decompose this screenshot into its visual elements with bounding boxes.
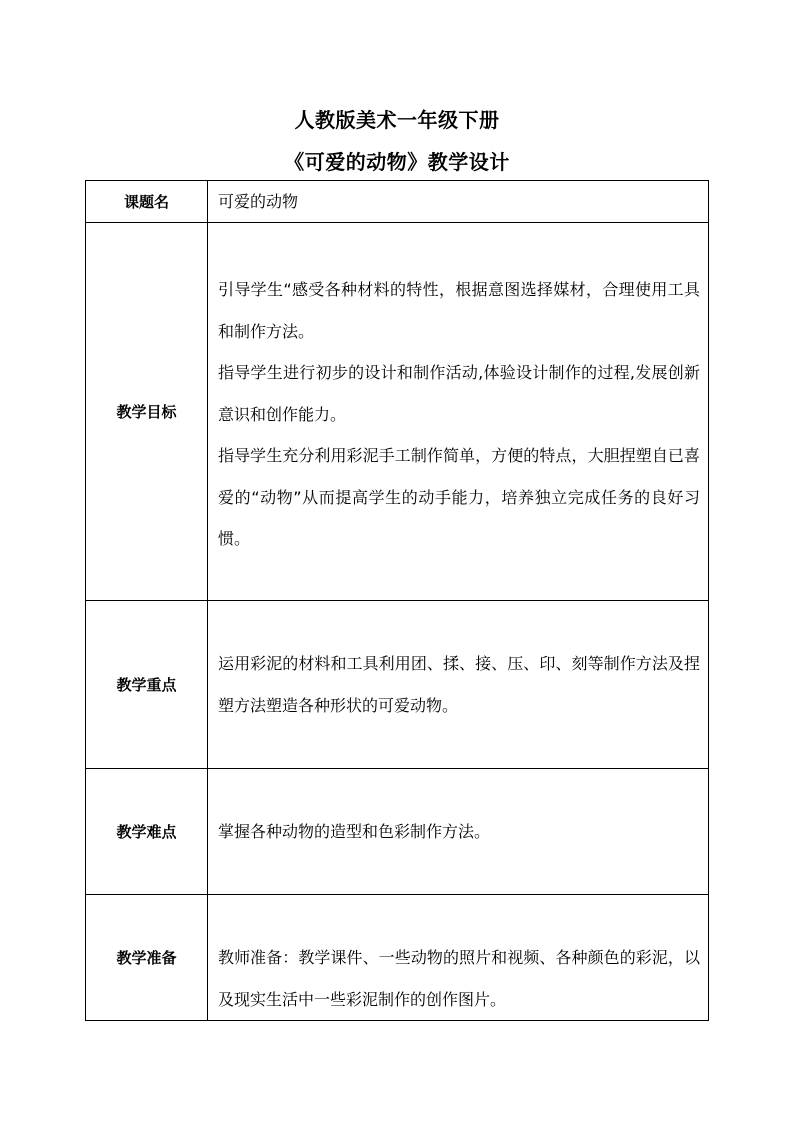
spacer bbox=[218, 223, 700, 269]
row-label-objectives: 教学目标 bbox=[86, 223, 208, 601]
table-row-objectives bbox=[86, 223, 709, 601]
lesson-plan-table bbox=[85, 180, 709, 1021]
difficulties-text: 掌握各种动物的造型和色彩制作方法。 bbox=[218, 821, 491, 841]
table-row-key-points bbox=[86, 601, 709, 769]
topic-text: 可爱的动物 bbox=[218, 191, 299, 211]
row-content-difficulties bbox=[208, 769, 709, 895]
row-content-topic bbox=[208, 181, 709, 223]
document-title: 人教版美术一年级下册 bbox=[294, 108, 500, 132]
objective-paragraph: 指导学生进行初步的设计和制作活动,体验设计制作的过程,发展创新意识和创作能力。 bbox=[218, 363, 700, 424]
row-label-topic: 课题名 bbox=[86, 181, 208, 223]
table-row-topic bbox=[86, 181, 709, 223]
key-points-text: 运用彩泥的材料和工具利用团、揉、接、压、印、刻等制作方法及捏塑方法塑造各种形状的可爱动物。 bbox=[218, 654, 700, 715]
row-content-objectives bbox=[208, 223, 709, 601]
document-subtitle: 《可爱的动物》教学设计 bbox=[284, 150, 510, 174]
row-label-difficulties: 教学难点 bbox=[86, 769, 208, 895]
objective-paragraph: 引导学生“感受各种材料的特性，根据意图选择媒材，合理使用工具和制作方法。 bbox=[218, 280, 700, 341]
row-label-preparation: 教学准备 bbox=[86, 895, 208, 1021]
row-content-preparation bbox=[208, 895, 709, 1021]
row-content-key-points bbox=[208, 601, 709, 769]
preparation-text: 教师准备：教学课件、一些动物的照片和视频、各种颜色的彩泥，以及现实生活中一些彩泥制作的创作图片。 bbox=[218, 948, 700, 1009]
row-label-key-points: 教学重点 bbox=[86, 601, 208, 769]
table-row-preparation bbox=[86, 895, 709, 1021]
table-row-difficulties bbox=[86, 769, 709, 895]
objective-paragraph: 指导学生充分利用彩泥手工制作简单，方便的特点，大胆捏塑自已喜爱的“动物”从而提高学生的动手能力，培养独立完成任务的良好习惯。 bbox=[218, 446, 700, 548]
